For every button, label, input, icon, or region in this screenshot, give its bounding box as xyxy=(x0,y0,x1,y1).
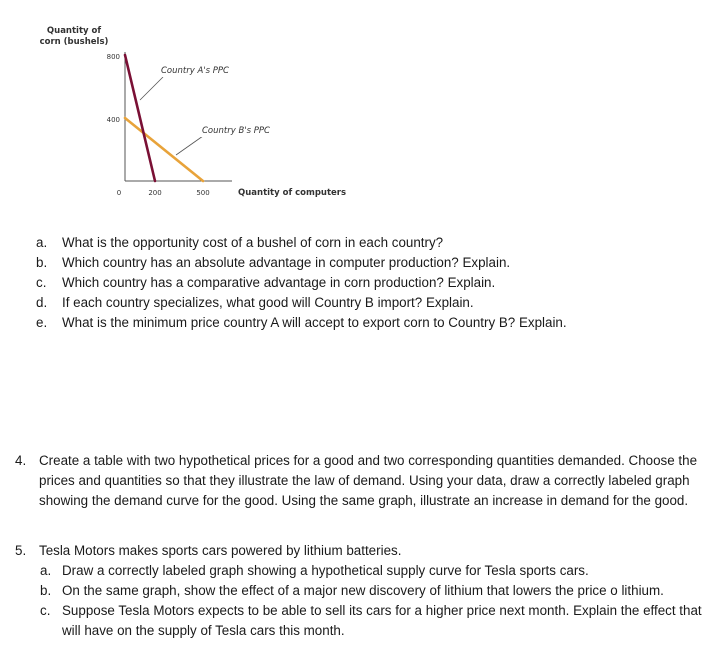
question-label: d. xyxy=(36,295,48,310)
country-a-ppc-line xyxy=(125,55,155,181)
x-tick-label-0: 0 xyxy=(116,189,122,197)
x-tick-label-500: 500 xyxy=(196,189,210,197)
sub-text: Suppose Tesla Motors expects to be able to sell its cars for a higher price next month. Explain the effect that will have on the supply of Tesla cars this month. xyxy=(62,603,702,638)
question-4-text: Create a table with two hypothetical prices for a good and two corresponding quantities demanded. Choose the prices and quantities so that they illustrate the law of demand. Using your data, draw a correctly labeled graph showing the demand curve for the good. Using the same graph, illustrate an increase in demand for the good. xyxy=(39,453,698,508)
y-tick-label-800: 800 xyxy=(106,53,120,61)
question-label: c. xyxy=(36,275,47,290)
question-label: a. xyxy=(36,235,48,250)
question-text: If each country specializes, what good will Country B import? Explain. xyxy=(62,295,474,310)
question-4 xyxy=(0,451,720,511)
part-a-question-list xyxy=(0,233,720,333)
question-text: Which country has an absolute advantage in computer production? Explain. xyxy=(62,255,511,270)
country-a-label-pointer xyxy=(140,77,163,100)
question-item xyxy=(0,313,720,333)
sub-text: On the same graph, show the effect of a major new discovery of lithium that lowers the price o lithium. xyxy=(62,583,664,598)
question-5-body xyxy=(39,541,714,641)
y-axis-label-line2: corn (bushels) xyxy=(39,37,109,47)
question-text: What is the minimum price country A will accept to export corn to Country B? Explain. xyxy=(62,315,567,330)
country-a-ppc-label: Country A's PPC xyxy=(161,66,229,76)
y-axis-label-line1: Quantity of xyxy=(46,26,102,36)
question-5-sub-c xyxy=(39,601,714,641)
y-tick-label-400: 400 xyxy=(106,116,120,124)
sub-label: a. xyxy=(40,563,52,578)
question-4-number: 4. xyxy=(15,453,27,468)
country-b-ppc-label: Country B's PPC xyxy=(202,126,270,136)
question-text: Which country has a comparative advantage in corn production? Explain. xyxy=(62,275,496,290)
sub-text: Draw a correctly labeled graph showing a hypothetical supply curve for Tesla sports cars. xyxy=(62,563,589,578)
question-5-text: Tesla Motors makes sports cars powered by lithium batteries. xyxy=(39,543,402,558)
question-5 xyxy=(0,541,720,641)
question-label: b. xyxy=(36,255,48,270)
country-b-label-pointer xyxy=(176,136,203,155)
question-label: e. xyxy=(36,315,48,330)
question-item xyxy=(0,293,720,313)
ppc-chart xyxy=(0,0,360,210)
question-item xyxy=(0,233,720,253)
question-text: What is the opportunity cost of a bushel of corn in each country? xyxy=(62,235,444,250)
question-5-number: 5. xyxy=(15,543,27,558)
question-5-sub-a xyxy=(39,561,714,581)
question-item xyxy=(0,253,720,273)
sub-label: c. xyxy=(40,603,51,618)
x-axis-label: Quantity of computers xyxy=(238,188,347,198)
question-5-sub-b xyxy=(39,581,714,601)
x-tick-label-200: 200 xyxy=(148,189,162,197)
question-item xyxy=(0,273,720,293)
sub-label: b. xyxy=(40,583,52,598)
country-b-ppc-line xyxy=(125,118,203,181)
